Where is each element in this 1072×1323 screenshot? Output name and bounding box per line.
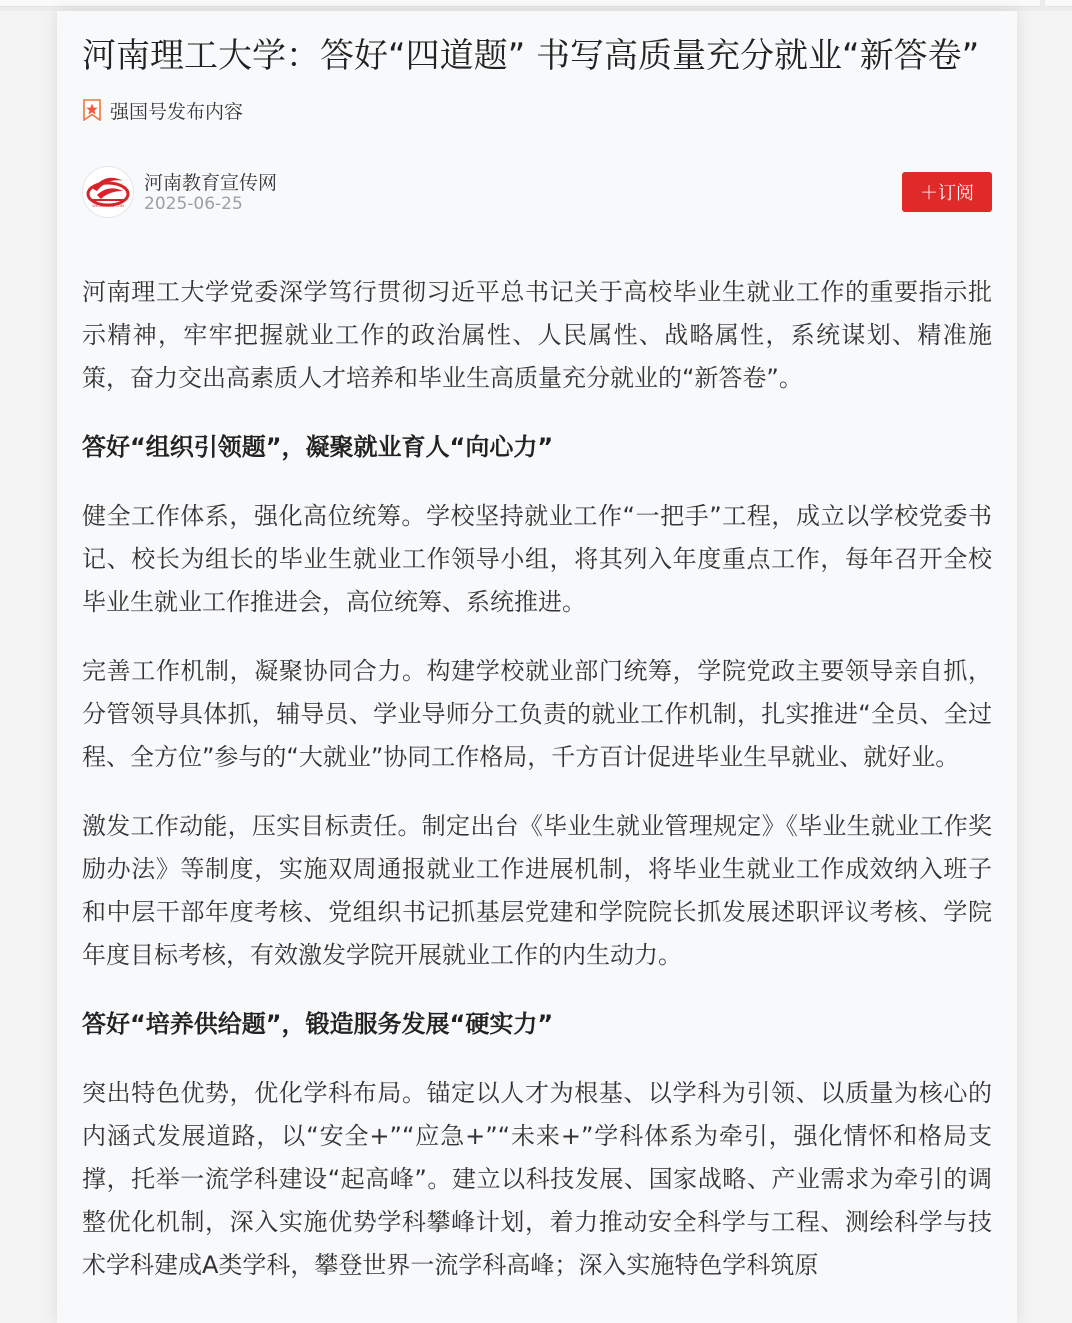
article-body (82, 271, 992, 1313)
paragraph: 激发工作动能，压实目标责任。制定出台《毕业生就业管理规定》《毕业生就业工作奖励办法》等制度，实施双周通报就业工作进展机制，将毕业生就业工作成效纳入班子和中层干部年度考核、党组织书记抓基层党建和学院院长抓发展述职评议考核、学院年度目标考核，有效激发学院开展就业工作的内生动力。 (82, 812, 992, 969)
avatar-caption: SHUREN100.COM (92, 204, 124, 208)
paragraph: 完善工作机制，凝聚协同合力。构建学校就业部门统筹，学院党政主要领导亲自抓，分管领导具体抓，辅导员、学业导师分工负责的就业工作机制，扎实推进“全员、全过程、全方位”参与的“大就业”协同工作格局，千方百计促进毕业生早就业、就好业。 (82, 657, 992, 771)
article-card (57, 11, 1017, 1323)
star-badge-icon (82, 99, 102, 121)
author-name[interactable]: 河南教育宣传网 (144, 172, 278, 194)
publish-date: 2025-06-25 (144, 194, 243, 214)
section-heading: 答好“组织引领题”，凝聚就业育人“向心力” (82, 433, 554, 461)
paragraph: 河南理工大学党委深学笃行贯彻习近平总书记关于高校毕业生就业工作的重要指示批示精神，牢牢把握就业工作的政治属性、人民属性、战略属性，系统谋划、精准施策，奋力交出高素质人才培养和毕业生高质量充分就业的“新答卷”。 (82, 278, 992, 392)
paragraph: 健全工作体系，强化高位统筹。学校坚持就业工作“一把手”工程，成立以学校党委书记、校长为组长的毕业生就业工作领导小组，将其列入年度重点工作，每年召开全校毕业生就业工作推进会，高位统筹、系统推进。 (82, 502, 992, 616)
author-avatar[interactable] (82, 166, 134, 218)
source-tag (82, 97, 243, 123)
section-heading: 答好“培养供给题”，锻造服务发展“硬实力” (82, 1010, 554, 1038)
source-tag-label: 强国号发布内容 (110, 100, 244, 123)
tab-bar-end (1045, 0, 1072, 7)
tab-bar (0, 0, 1040, 7)
article-title: 河南理工大学：答好“四道题” 书写高质量充分就业“新答卷” (82, 36, 980, 76)
author-bar (82, 166, 992, 218)
browser-top-strip (0, 0, 1072, 11)
logo-icon (83, 167, 133, 217)
subscribe-button[interactable]: ＋订阅 (902, 172, 992, 212)
paragraph: 突出特色优势，优化学科布局。锚定以人才为根基、以学科为引领、以质量为核心的内涵式发展道路，以“安全+”“应急+”“未来+”学科体系为牵引，强化情怀和格局支撑，托举一流学科建设“起高峰”。建立以科技发展、国家战略、产业需求为牵引的调整优化机制，深入实施优势学科攀峰计划，着力推动安全科学与工程、测绘科学与技术学科建成A类学科，攀登世界一流学科高峰；深入实施特色学科筑原 (82, 1079, 992, 1279)
